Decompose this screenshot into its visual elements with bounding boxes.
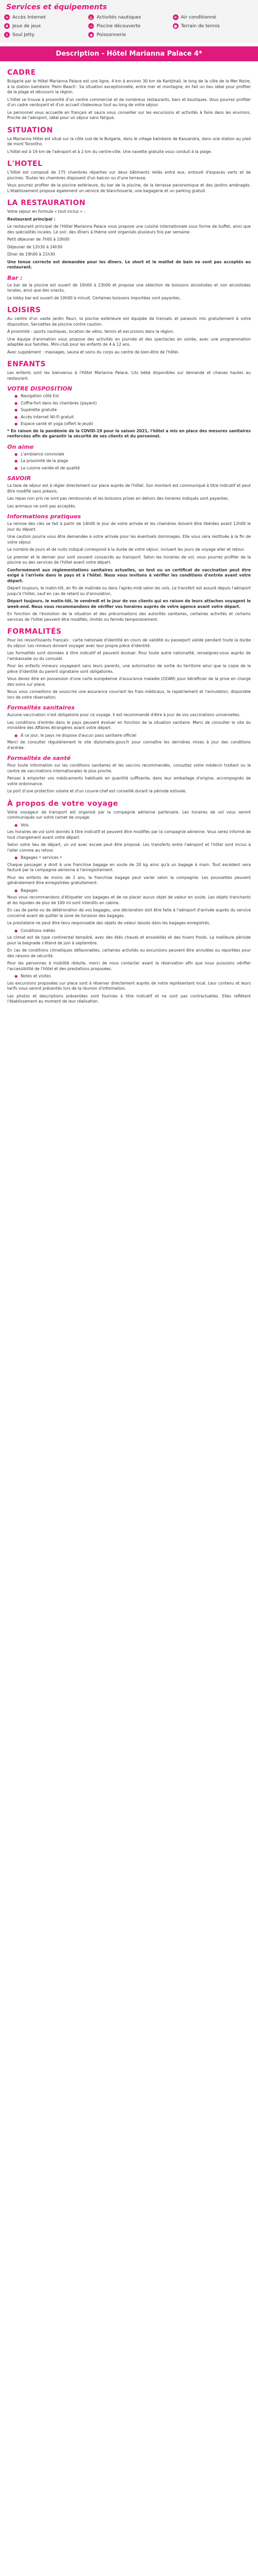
services-title: Services et équipements — [6, 3, 107, 11]
section-heading: SITUATION — [7, 126, 53, 134]
subsection-heading: Formalités de santé — [7, 755, 71, 761]
fish-icon: ◆ — [88, 32, 94, 38]
bullet-text: Accès internet Wi-Fi gratuit — [21, 414, 74, 419]
bullet-text: Notes et visites — [21, 974, 51, 978]
bullet-icon: ● — [14, 888, 18, 893]
paragraph: Les animaux ne sont pas acceptés. — [7, 503, 76, 509]
service-item — [173, 14, 254, 20]
bullet-icon: ● — [14, 401, 18, 405]
paragraph: Le prestataire ne peut être tenu responsable des objets de valeur laissés dans les bagages enregistrés. — [7, 921, 211, 925]
subsection-heading: Bar : — [7, 274, 23, 281]
paragraph: En cas de conditions climatiques défavorables, certaines activités ou excursions peuvent être annulées ou reportées pour des raisons de sécurité. — [7, 948, 251, 958]
service-label: Poissonnerie — [96, 32, 126, 38]
bullet-text: Espace santé et yoga (offert le jeudi) — [21, 421, 93, 426]
paragraph: Chaque passager a droit à une franchise bagage en soute de 20 kg ainsi qu'à un bagage à main. Tout excédent sera facturé par la compagnie aérienne à l'enregistrement. — [7, 862, 251, 872]
bullet-icon: ● — [14, 452, 18, 456]
bullet-item — [14, 733, 251, 739]
wifi-icon: ≋ — [4, 14, 10, 20]
bullet-text: Bagages — [21, 888, 38, 893]
bullet-icon: ● — [14, 422, 18, 426]
paragraph: Une caution pourra vous être demandée à votre arrivée pour les éventuels dommages. Elle vous sera restituée à la fin de votre séjour. — [7, 534, 251, 545]
paragraph: Conformément aux réglementations sanitaires actuelles, un test ou un certificat de vaccination peut être exigé à l'arrivée dans le pays et à l'hôtel. Nous vous invitons à vérifier les conditions d'entrée avant votre départ. — [7, 567, 251, 583]
service-item — [173, 23, 254, 29]
bullet-item — [14, 823, 251, 828]
bullet-item — [14, 974, 251, 979]
paragraph: Selon votre lieu de départ, un vol avec escale peut être proposé. Les transferts entre l'aéroport et l'hôtel sont inclus à l'aller comme au retour. — [7, 842, 251, 853]
paragraph: Le personnel vous accueille en français et saura vous conseiller sur les excursions et activités à faire dans les environs. Proche de l'aéroport, idéal pour un séjour sans fatigue. — [7, 110, 251, 120]
service-item — [4, 23, 85, 29]
section-heading: LOISIRS — [7, 306, 41, 314]
bullet-text: Conditions météo — [21, 928, 56, 933]
service-item — [4, 32, 85, 38]
paragraph: Bulgarie par le Hôtel Marianna Palace est une ligne, 4 km à environ 30 km de Kardzhali, le long de la côte de la Mer Noire, à la station balnéaire 'Palm Beach'. Sa situation exceptionnelle, entre mer et montagne, en fait un lieu idéal pour profiter de la plage et découvrir la région. — [7, 79, 251, 94]
paragraph: Les photos et descriptions présentées sont fournies à titre indicatif et ne sont pas contractuelles. Elles reflètent l'établissement au moment de leur réalisation. — [7, 993, 251, 1004]
paragraph: Pour les ressortissants français : carte nationale d'identité en cours de validité ou passeport valide pendant toute la durée du séjour. Les mineurs doivent voyager avec leur propre pièce d'identité. — [7, 638, 251, 648]
paragraph: À proximité : sports nautiques, location de vélos, tennis et excursions dans la région. — [7, 329, 174, 334]
service-label: Air conditionné — [181, 14, 216, 20]
service-label: Accès Internet — [12, 14, 46, 20]
bullet-item — [14, 452, 251, 457]
paragraph: Pour les personnes à mobilité réduite, merci de nous contacter avant la réservation afin que nous puissions vérifier l'accessibilité de l'hôtel et des prestations proposées. — [7, 961, 251, 971]
paragraph: Déjeuner de 12h30 à 14h30 — [7, 244, 62, 249]
paragraph: Le premier et le dernier jour sont souvent consacrés au transport. Selon les horaires de vol, vous pourrez profiter de la piscine ou des services de l'hôtel avant votre départ. — [7, 554, 251, 565]
service-label: Activités nautiques — [96, 14, 141, 20]
service-item — [88, 32, 169, 38]
bullet-icon: ● — [14, 928, 18, 933]
game-icon: ♣ — [4, 23, 10, 29]
paragraph: Une équipe d'animation vous propose des activités en journée et des spectacles en soirée, avec une programmation adaptée aux familles. Mini-club pour les enfants de 4 à 12 ans. — [7, 336, 251, 347]
bullet-item — [14, 459, 251, 464]
paragraph: * En raison de la pandémie de la COVID-19 pour la saison 2021, l'hôtel a mis en place des mesures sanitaires renforcées afin de garantir la sécurité de ses clients et du personnel. — [7, 428, 251, 438]
paragraph: Une tenue correcte est demandée pour les dîners. Le short et le maillot de bain ne sont pas acceptés au restaurant. — [7, 259, 251, 269]
bullet-text: Coffre-fort dans les chambres (payant) — [21, 400, 97, 405]
paragraph: La taxe de séjour est à régler directement sur place auprès de l'hôtel. Son montant est communiqué à titre indicatif et peut être modifié sans préavis. — [7, 483, 251, 494]
paragraph: Le nombre de jours et de nuits indiqué correspond à la durée de votre séjour, incluant les jours de voyage aller et retour. — [7, 547, 245, 552]
paragraph: Le bar de la piscine est ouvert de 10h00 à 23h00 et propose une sélection de boissons alcoolisées et non alcoolisées locales, ainsi que des snacks. — [7, 282, 251, 293]
paragraph: Nous vous recommandons d'étiqueter vos bagages et de ne placer aucun objet de valeur en soute. Les objets tranchants et les liquides de plus de 100 ml sont interdits en cabine. — [7, 895, 251, 905]
service-label: Jeux de jeux — [12, 23, 41, 29]
jetty-icon: ⚓ — [4, 32, 10, 38]
bullet-text: Bagages • services • — [21, 855, 62, 860]
paragraph: Les formalités sont données à titre indicatif et peuvent évoluer. Pour toute autre nationalité, renseignez-vous auprès de l'ambassade ou du consulat. — [7, 651, 251, 661]
section-heading: LA RESTAURATION — [7, 199, 86, 207]
bullet-item — [14, 888, 251, 894]
paragraph: Aucune vaccination n'est obligatoire pour ce voyage. Il est recommandé d'être à jour de vos vaccinations universelles. — [7, 713, 240, 717]
bullet-text: Navigation côté Est — [21, 394, 59, 398]
bullet-item — [14, 408, 251, 413]
paragraph: Les repas non pris ne sont pas remboursés et les boissons prises en dehors des horaires indiqués sont payantes. — [7, 496, 229, 501]
bullet-text: L'ambiance conviviale — [21, 451, 64, 456]
paragraph: L'hôtel se trouve à proximité d'un centre commercial et de nombreux restaurants, bars et boutiques. Vous pourrez profiter d'un cadre verdoyant et d'un accueil chaleureux tout au long de votre séjour. — [7, 97, 251, 107]
paragraph: Pensez à emporter vos médicaments habituels en quantité suffisante, dans leur emballage d'origine, accompagnés de votre ordonnance. — [7, 776, 251, 786]
paragraph: Vous devez être en possession d'une carte européenne d'assurance maladie (CEAM) pour bénéficier de la prise en charge des soins sur place. — [7, 676, 251, 687]
bullet-icon: ● — [14, 415, 18, 419]
paragraph: Pour les enfants mineurs voyageant sans leurs parents, une autorisation de sortie du territoire ainsi que la copie de la pièce d'identité du parent signataire sont obligatoires. — [7, 664, 251, 674]
paragraph: Votre séjour en formule « tout inclus » : — [7, 209, 85, 214]
bullet-icon: ● — [14, 459, 18, 463]
bullet-text: À ce jour, le pays ne dispose d'aucun pass sanitaire officiel — [21, 733, 137, 738]
paragraph: Au centre d'un vaste jardin fleuri, la piscine extérieure est équipée de transats et parasols mis gratuitement à votre disposition. Serviettes de piscine contre caution. — [7, 316, 251, 327]
paragraph: Pour toute information sur les conditions sanitaires et les vaccins recommandés, consultez votre médecin traitant ou le centre de vaccinations internationales le plus proche. — [7, 763, 251, 773]
bullet-icon: ● — [14, 394, 18, 398]
bullet-item — [14, 466, 251, 471]
bullet-icon: ● — [14, 408, 18, 412]
paragraph: Départ toujours, le matin-tôt, le vendredi et le jour de vos clients qui en raison de leurs attaches voyagent le week-end. Nous vous recommandons de vérifier vos horaires auprès de votre agence avant votre départ. — [7, 599, 251, 609]
bullet-text: La cuisine variée et de qualité — [21, 465, 80, 470]
bullet-item — [14, 401, 251, 406]
bullet-item — [14, 855, 251, 861]
section-heading: CADRE — [7, 69, 36, 77]
paragraph: L'hôtel est à 19 km de l'aéroport et à 2 km du centre-ville. Une navette gratuite vous conduit à la plage. — [7, 149, 212, 154]
paragraph: En cas de perte ou de détérioration de vos bagages, une déclaration doit être faite à l'aéroport d'arrivée auprès du service concerné avant de quitter la zone de livraison des bagages. — [7, 908, 251, 918]
paragraph: Le port d'une protection solaire et d'un couvre-chef est conseillé durant la période estivale. — [7, 789, 187, 793]
bullet-icon: ● — [14, 974, 18, 978]
paragraph: L'hôtel est composé de 175 chambres réparties sur deux bâtiments reliés entre eux, entouré d'espaces verts et de piscines. Toutes les chambres disposent d'un balcon ou d'une terrasse. — [7, 170, 251, 180]
subsection-heading: Formalités sanitaires — [7, 704, 75, 711]
paragraph: Petit déjeuner de 7h00 à 10h00 — [7, 237, 70, 242]
subsection-heading: SAVOIR — [7, 475, 31, 482]
bullet-text: Supérette gratuite — [21, 408, 57, 412]
paragraph: Nous vous conseillons de souscrire une assurance couvrant les frais médicaux, le rapatriement et l'annulation, disponible lors de votre réservation. — [7, 689, 251, 700]
section-heading: L'HOTEL — [7, 160, 43, 168]
paragraph: Vous pourrez profiter de la piscine extérieure, du bar de la piscine, de la terrasse panoramique et des jardins aménagés. L'établissement propose également un service de blanchisserie, une bagagerie et un parking gratuit. — [7, 183, 251, 193]
bullet-text: Vols — [21, 822, 29, 827]
service-item — [4, 14, 85, 20]
paragraph: La remise des clés se fait à partir de 14h00 le jour de votre arrivée et les chambres doivent être libérées avant 12h00 le jour du départ. — [7, 521, 251, 532]
service-label: Piscine découverte — [96, 23, 141, 29]
service-label: Terrain de tennis — [181, 23, 220, 29]
section-heading: À propos de votre voyage — [7, 799, 119, 808]
page-title: Description - Hôtel Marianna Palace 4* — [0, 46, 258, 61]
paragraph: Les enfants sont les bienvenus à l'Hôtel Marianna Palace. Lits bébé disponibles sur demande et chaises hautes au restaurant. — [7, 370, 251, 381]
service-label: Soul Jetty — [12, 32, 35, 38]
paragraph: Le lobby bar est ouvert de 10h00 à minuit. Certaines boissons importées sont payantes. — [7, 295, 181, 300]
services-grid — [4, 14, 254, 38]
paragraph: Les horaires de vol sont donnés à titre indicatif et peuvent être modifiés par la compagnie aérienne. Vous serez informé de tout changement avant votre départ. — [7, 829, 251, 840]
bullet-text: La proximité de la plage — [21, 459, 68, 463]
paragraph: En fonction de l'évolution de la situation et des préconisations des autorités sanitaires, certaines activités et certains services de l'hôtel peuvent être modifiés, limités ou fermés temporairement. — [7, 612, 251, 622]
tennis-icon: ● — [173, 23, 179, 29]
pool-icon: ≈ — [88, 23, 94, 29]
paragraph: Départ toujours, le matin-tôt, en fin de matinée ou dans l'après-midi selon les vols. Le transfert est assuré depuis l'aéroport jusqu'à l'hôtel, sauf en cas de retard ou d'annulation. — [7, 586, 251, 596]
paragraph: Votre voyageur de transport est organisé par la compagnie aérienne partenaire. Les horaires de vol vous seront communiqués sur votre carnet de voyage. — [7, 809, 251, 820]
paragraph: Les excursions proposées sur place sont à réserver directement auprès de notre représentant local. Leur contenu et leurs tarifs vous seront présentés lors de la réunion d'information. — [7, 980, 251, 991]
bullet-icon: ● — [14, 733, 18, 738]
bullet-item — [14, 415, 251, 420]
service-item — [88, 23, 169, 29]
subsection-heading: On aime — [7, 443, 34, 450]
section-heading: ENFANTS — [7, 360, 46, 368]
subsection-heading: Informations pratiques — [7, 513, 81, 520]
service-item — [88, 14, 169, 20]
bullet-icon: ● — [14, 823, 18, 827]
description-content — [0, 61, 258, 1005]
paragraph: Le climat est de type continental tempéré, avec des étés chauds et ensoleillés et des hivers froids. La meilleure période pour la baignade s'étend de juin à septembre. — [7, 935, 251, 945]
paragraph: Avec supplément : massages, sauna et soins du corps au centre de bien-être de l'hôtel. — [7, 349, 180, 354]
paragraph: Pour les enfants de moins de 2 ans, la franchise bagage peut varier selon la compagnie. Les poussettes peuvent généralement être enregistrées gratuitement. — [7, 875, 251, 885]
section-heading: FORMALITÉS — [7, 628, 62, 636]
bullet-item — [14, 421, 251, 427]
bullet-icon: ● — [14, 466, 18, 470]
bullet-item — [14, 394, 251, 399]
paragraph: Le restaurant principal de l'Hôtel Marianna Palace vous propose une cuisine internationale sous forme de buffet, ainsi que des spécialités locales. Le soir, des dîners à thème sont organisés plusieurs fois par semaine. — [7, 224, 251, 234]
paragraph: Merci de consulter régulièrement le site diplomatie.gouv.fr pour connaître les dernières mises à jour des conditions d'entrée. — [7, 740, 251, 750]
bullet-item — [14, 928, 251, 934]
snowflake-icon: ❄ — [173, 14, 179, 20]
paragraph: Les conditions d'entrée dans le pays peuvent évoluer en fonction de la situation sanitaire. Merci de consulter le site du ministère des Affaires étrangères avant votre départ. — [7, 720, 251, 730]
boat-icon: ⛵ — [89, 15, 94, 20]
paragraph: Restaurant principal : — [7, 216, 56, 222]
paragraph: La Marianna Hôtel est situé sur la côte sud de la Bulgarie, dans le village balnéaire de Kassandra, dans une station au pied de mont Torontho. — [7, 136, 251, 146]
bullet-icon: ● — [14, 856, 18, 860]
services-panel — [0, 0, 258, 42]
paragraph: Dîner de 19h00 à 21h30 — [7, 252, 55, 257]
subsection-heading: VOTRE DISPOSITION — [7, 385, 72, 392]
